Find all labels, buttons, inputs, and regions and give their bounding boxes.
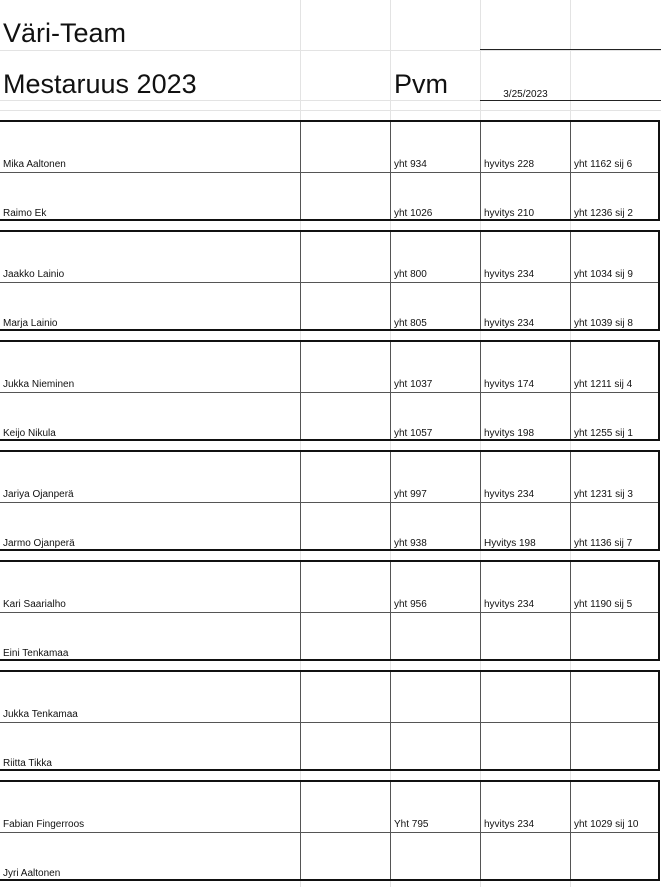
row-divider xyxy=(0,722,660,723)
column-divider xyxy=(300,562,301,659)
column-divider xyxy=(300,782,301,879)
player-handicap: hyvitys 234 xyxy=(484,599,535,610)
column-divider xyxy=(570,122,571,219)
player-name: Marja Lainio xyxy=(3,318,58,329)
player-name: Jariya Ojanperä xyxy=(3,489,74,500)
player-result: yht 1034 sij 9 xyxy=(574,269,633,280)
player-pair-block xyxy=(0,780,660,881)
column-divider xyxy=(390,562,391,659)
gridline xyxy=(0,110,661,111)
player-total: yht 800 xyxy=(394,269,427,280)
player-result: yht 1136 sij 7 xyxy=(574,538,633,549)
player-result: yht 1029 sij 10 xyxy=(574,819,639,830)
gridline xyxy=(0,50,661,51)
player-total: Yht 795 xyxy=(394,819,429,830)
player-name: Fabian Fingerroos xyxy=(3,819,85,830)
team-title: Väri-Team xyxy=(3,18,127,48)
player-pair-block xyxy=(0,670,660,771)
player-name: Eini Tenkamaa xyxy=(3,648,69,659)
player-handicap: hyvitys 234 xyxy=(484,489,535,500)
row-divider xyxy=(0,612,660,613)
column-divider xyxy=(480,562,481,659)
player-pair-block xyxy=(0,450,660,551)
row-divider xyxy=(0,502,660,503)
block-right-border xyxy=(658,562,660,659)
column-divider xyxy=(390,122,391,219)
column-divider xyxy=(480,342,481,439)
player-result: yht 1236 sij 2 xyxy=(574,208,633,219)
player-result: yht 1255 sij 1 xyxy=(574,428,633,439)
player-name: Riitta Tikka xyxy=(3,758,52,769)
player-total: yht 805 xyxy=(394,318,427,329)
player-total: yht 934 xyxy=(394,159,427,170)
block-right-border xyxy=(658,452,660,549)
block-right-border xyxy=(658,782,660,879)
row-divider xyxy=(0,832,660,833)
player-name: Jarmo Ojanperä xyxy=(3,538,75,549)
player-pair-block xyxy=(0,230,660,331)
block-right-border xyxy=(658,672,660,769)
championship-title: Mestaruus 2023 xyxy=(3,69,197,99)
column-divider xyxy=(390,782,391,879)
block-right-border xyxy=(658,342,660,439)
player-result: yht 1231 sij 3 xyxy=(574,489,633,500)
player-handicap: hyvitys 174 xyxy=(484,379,535,390)
column-divider xyxy=(390,672,391,769)
player-handicap: hyvitys 234 xyxy=(484,318,535,329)
player-total: yht 956 xyxy=(394,599,427,610)
player-handicap: hyvitys 198 xyxy=(484,428,535,439)
player-handicap: Hyvitys 198 xyxy=(484,538,536,549)
player-name: Jyri Aaltonen xyxy=(3,868,61,879)
player-result: yht 1190 sij 5 xyxy=(574,599,633,610)
column-divider xyxy=(300,452,301,549)
column-divider xyxy=(480,782,481,879)
column-divider xyxy=(570,562,571,659)
player-result: yht 1039 sij 8 xyxy=(574,318,633,329)
column-divider xyxy=(300,122,301,219)
column-divider xyxy=(570,782,571,879)
player-handicap: hyvitys 234 xyxy=(484,269,535,280)
date-label: Pvm xyxy=(394,69,448,99)
player-name: Jaakko Lainio xyxy=(3,269,65,280)
column-divider xyxy=(570,232,571,329)
column-divider xyxy=(480,232,481,329)
player-total: yht 938 xyxy=(394,538,427,549)
column-divider xyxy=(390,232,391,329)
block-right-border xyxy=(658,232,660,329)
column-divider xyxy=(570,342,571,439)
player-total: yht 1026 xyxy=(394,208,433,219)
player-handicap: hyvitys 234 xyxy=(484,819,535,830)
column-divider xyxy=(300,342,301,439)
column-divider xyxy=(300,232,301,329)
player-name: Raimo Ek xyxy=(3,208,47,219)
column-divider xyxy=(570,672,571,769)
column-divider xyxy=(390,342,391,439)
player-name: Keijo Nikula xyxy=(3,428,56,439)
row-divider xyxy=(0,172,660,173)
date-cell-bottom-border xyxy=(480,100,661,101)
column-divider xyxy=(480,122,481,219)
player-result: yht 1162 sij 6 xyxy=(574,159,633,170)
player-handicap: hyvitys 210 xyxy=(484,208,535,219)
player-name: Kari Saarialho xyxy=(3,599,66,610)
column-divider xyxy=(480,452,481,549)
player-total: yht 997 xyxy=(394,489,427,500)
player-total: yht 1057 xyxy=(394,428,433,439)
player-name: Jukka Tenkamaa xyxy=(3,709,78,720)
date-value: 3/25/2023 xyxy=(503,89,548,100)
player-total: yht 1037 xyxy=(394,379,433,390)
column-divider xyxy=(300,672,301,769)
player-pair-block xyxy=(0,560,660,661)
player-result: yht 1211 sij 4 xyxy=(574,379,633,390)
player-name: Jukka Nieminen xyxy=(3,379,75,390)
player-pair-block xyxy=(0,340,660,441)
row-divider xyxy=(0,282,660,283)
date-cell-top-border xyxy=(480,49,661,50)
block-right-border xyxy=(658,122,660,219)
player-handicap: hyvitys 228 xyxy=(484,159,535,170)
column-divider xyxy=(570,452,571,549)
player-name: Mika Aaltonen xyxy=(3,159,66,170)
column-divider xyxy=(480,672,481,769)
row-divider xyxy=(0,392,660,393)
player-pair-block xyxy=(0,120,660,221)
column-divider xyxy=(390,452,391,549)
